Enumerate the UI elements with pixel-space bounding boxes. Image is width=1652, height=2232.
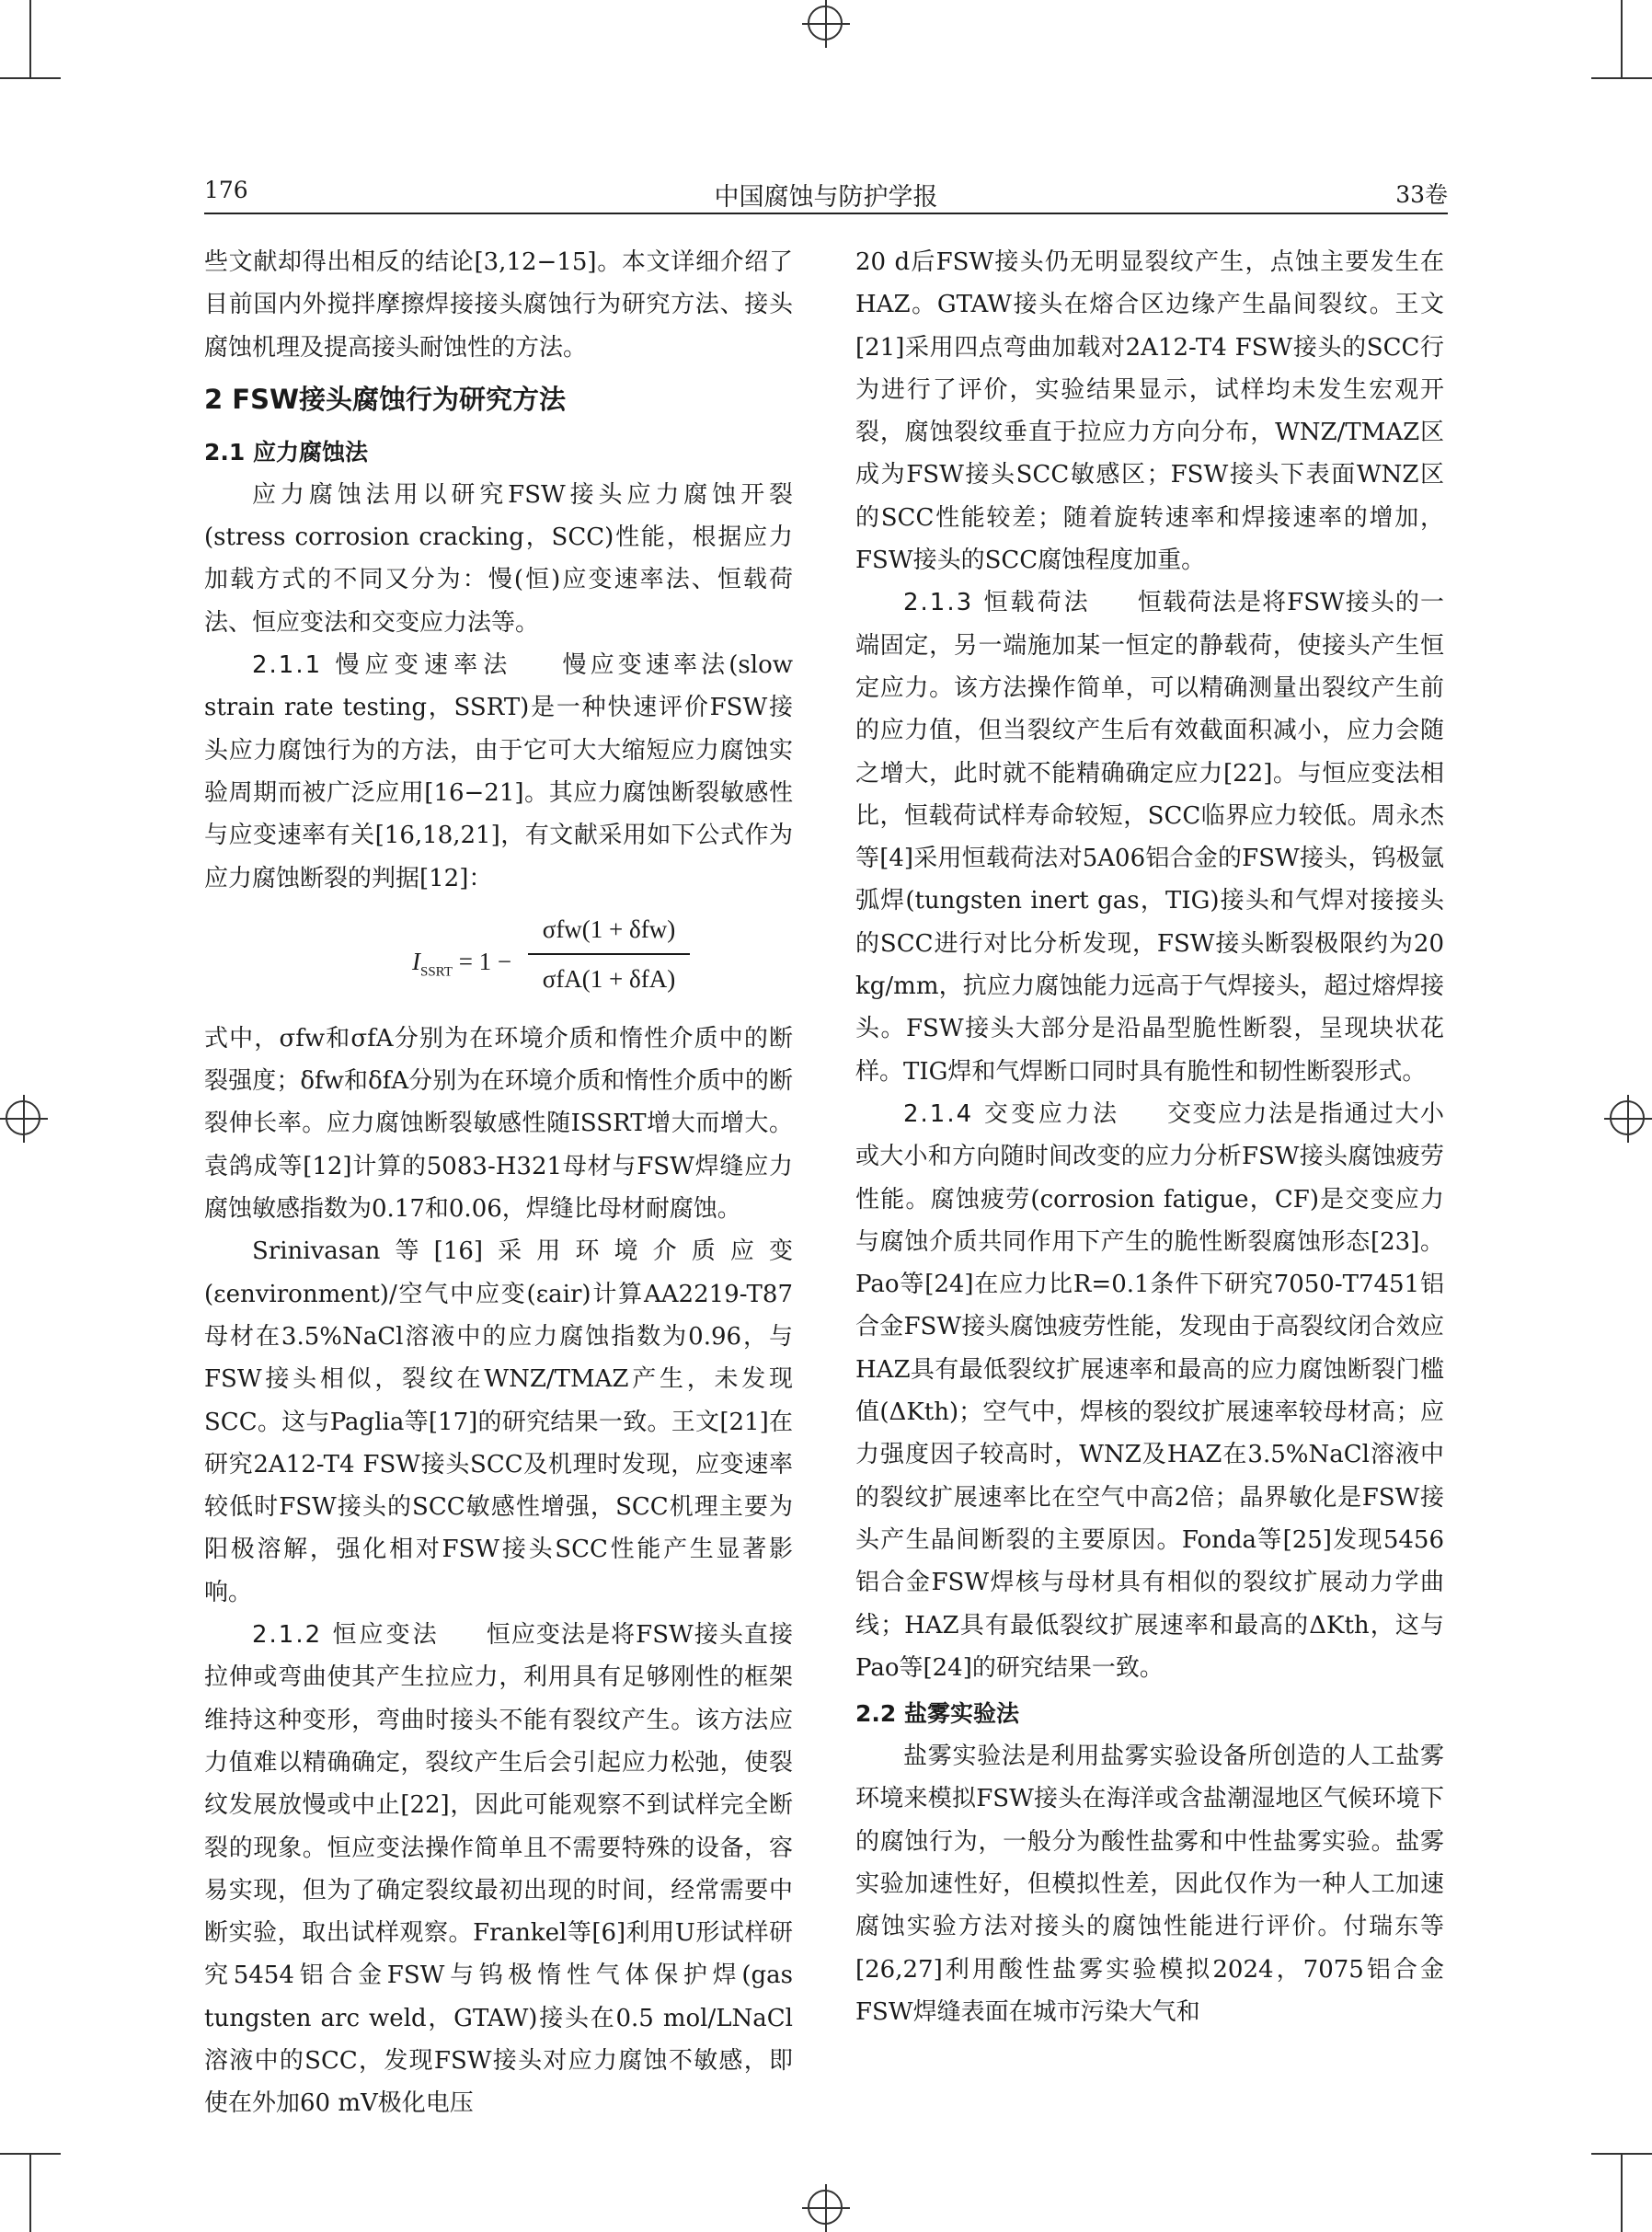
paragraph-stress-corrosion: 应力腐蚀法用以研究FSW接头应力腐蚀开裂(stress corrosion cracking，SCC)性能，根据应力加载方式的不同又分为：慢(恒)应变速率法、恒载荷法、恒应变法和交变应力法等。 [204, 480, 793, 637]
paragraph-ssrt [204, 644, 793, 900]
constant-strain-text: 恒应变法是将FSW接头直接拉伸或弯曲使其产生拉应力，利用具有足够刚性的框架维持这种变形，弯曲时接头不能有裂纹产生。该方法应力值难以精确确定，裂纹产生后会引起应力松弛，使裂纹发展放慢或中止[22]，因此可能观察不到试样完全断裂的现象。恒应变法操作简单且不需要特殊的设备，容易实现，但为了确定裂纹最初出现的时间，经常需要中断实验，取出试样观察。Frankel等[6]利用U形试样研究5454铝合金FSW与钨极惰性气体保护焊(gas tungsten arc weld，GTAW)接头在0.5 mol/LNaCl溶液中的SCC，发现FSW接头对应力腐蚀不敏感，即使在外加60 mV极化电压 [204, 1621, 793, 2118]
subsection-title-2-1-2: 2.1.2 恒应变法 [252, 1621, 440, 1650]
subsection-title-2-1-4: 2.1.4 交变应力法 [903, 1099, 1120, 1128]
registration-mark-top-icon [802, 0, 850, 48]
formula-eq: = 1 − [458, 947, 512, 975]
section-heading-2: 2 FSW接头腐蚀行为研究方法 [204, 383, 566, 415]
right-column [855, 241, 1444, 2033]
constant-load-text: 恒载荷法是将FSW接头的一端固定，另一端施加某一恒定的静载荷，使接头产生恒定应力。该方法操作简单，可以精确测量出裂纹产生前的应力值，但当裂纹产生后有效截面积减小，应力会随之增大，此时就不能精确确定应力[22]。与恒应变法相比，恒载荷试样寿命较短，SCC临界应力较低。周永杰等[4]采用恒载荷法对5A06铝合金的FSW接头，钨极氩弧焊(tungsten inert gas，TIG)接头和气焊对接接头的SCC进行对比分析发现，FSW接头断裂极限约为20 kg/mm，抗应力腐蚀能力远高于气焊接头，超过熔焊接头。FSW接头大部分是沿晶型脆性断裂，呈现块状花样。TIG焊和气焊断口同时具有脆性和韧性断裂形式。 [855, 589, 1444, 1086]
paragraph-alternating-stress [855, 1093, 1444, 1689]
running-header [204, 171, 1448, 213]
alternating-stress-text: 交变应力法是指通过大小或大小和方向随时间改变的应力分析FSW接头腐蚀疲劳性能。腐蚀疲劳(corrosion fatigue，CF)是交变应力与腐蚀介质共同作用下产生的脆性断裂腐蚀形态[23]。Pao等[24]在应力比R=0.1条件下研究7050-T7451铝合金FSW接头腐蚀疲劳性能，发现由于高裂纹闭合效应HAZ具有最低裂纹扩展速率和最高的应力腐蚀断裂门槛值(ΔKth)；空气中，焊核的裂纹扩展速率较母材高；应力强度因子较高时，WNZ及HAZ在3.5%NaCl溶液中的裂纹扩展速率比在空气中高2倍；晶界敏化是FSW接头产生晶间断裂的主要原因。Fonda等[25]发现5456铝合金FSW焊核与母材具有相似的裂纹扩展动力学曲线；HAZ具有最低裂纹扩展速率和最高的ΔKth，这与Pao等[24]的研究结果一致。 [855, 1099, 1444, 1682]
page-number: 176 [204, 177, 248, 203]
formula-numerator: σfw(1 + δfw) [542, 915, 676, 943]
paragraph-formula-explanation: 式中，σfw和σfA分别为在环境介质和惰性介质中的断裂强度；δfw和δfA分别为在环境介质和惰性介质中的断裂伸长率。应力腐蚀断裂敏感性随ISSRT增大而增大。袁鸽成等[12]计算的5083-H321母材与FSW焊缝应力腐蚀敏感指数为0.17和0.06，焊缝比母材耐腐蚀。 [204, 1024, 793, 1224]
registration-mark-right-icon [1604, 1095, 1652, 1143]
left-column [204, 241, 793, 2125]
journal-title: 中国腐蚀与防护学报 [714, 183, 938, 212]
formula-lhs: I [412, 947, 420, 975]
intro-paragraph: 些文献却得出相反的结论[3,12−15]。本文详细介绍了目前国内外搅拌摩擦焊接接头腐蚀行为研究方法、接头腐蚀机理及提高接头耐蚀性的方法。 [204, 248, 793, 362]
formula-issrt [204, 900, 793, 1018]
paragraph-constant-strain [204, 1614, 793, 2125]
paragraph-srinivasan: Srinivasan等[16]采用环境介质应变(εenvironment)/空气中应变(εair)计算AA2219-T87母材在3.5%NaCl溶液中的应力腐蚀指数为0.96，与FSW接头相似，裂纹在WNZ/TMAZ产生，未发现SCC。这与Paglia等[17]的研究结果一致。王文[21]在研究2A12-T4 FSW接头SCC及机理时发现，应变速率较低时FSW接头的SCC敏感性增强，SCC机理主要为阳极溶解，强化相对FSW接头SCC性能产生显著影响。 [204, 1237, 793, 1606]
registration-mark-left-icon [0, 1095, 48, 1143]
paragraph-salt-spray: 盐雾实验法是利用盐雾实验设备所创造的人工盐雾环境来模拟FSW接头在海洋或含盐潮湿地区气候环境下的腐蚀行为，一般分为酸性盐雾和中性盐雾实验。盐雾实验加速性好，但模拟性差，因此仅作为一种人工加速腐蚀实验方法对接头的腐蚀性能进行评价。付瑞东等[26,27]利用酸性盐雾实验模拟2024，7075铝合金FSW焊缝表面在城市污染大气和 [855, 1743, 1444, 2026]
header-rule [204, 213, 1448, 214]
ssrt-text: 慢应变速率法(slow strain rate testing，SSRT)是一种快速评价FSW接头应力腐蚀行为的方法，由于它可大大缩短应力腐蚀实验周期而被广泛应用[16−21]。其应力腐蚀断裂敏感性与应变速率有关[16,18,21]，有文献采用如下公式作为应力腐蚀断裂的判据[12]： [204, 651, 793, 892]
subsection-title-2-1-1: 2.1.1 慢应变速率法 [252, 651, 513, 680]
subsection-title-2-1-3: 2.1.3 恒载荷法 [903, 589, 1091, 617]
paragraph-continued: 20 d后FSW接头仍无明显裂纹产生，点蚀主要发生在HAZ。GTAW接头在熔合区边缘产生晶间裂纹。王文[21]采用四点弯曲加载对2A12-T4 FSW接头的SCC行为进行了评价，实验结果显示，试样均未发生宏观开裂，腐蚀裂纹垂直于拉应力方向分布，WNZ/TMAZ区成为FSW接头SCC敏感区；FSW接头下表面WNZ区的SCC性能较差；随着旋转速率和焊接速率的增加，FSW接头的SCC腐蚀程度加重。 [855, 248, 1444, 575]
registration-mark-bottom-icon [802, 2184, 850, 2232]
subsection-heading-2-1: 2.1 应力腐蚀法 [204, 438, 368, 466]
formula-denominator: σfA(1 + δfA) [542, 964, 676, 993]
paragraph-constant-load [855, 581, 1444, 1093]
formula-lhs-sub: SSRT [420, 964, 453, 980]
volume-label: 33卷 [1395, 181, 1448, 208]
subsection-heading-2-2: 2.2 盐雾实验法 [855, 1700, 1019, 1728]
